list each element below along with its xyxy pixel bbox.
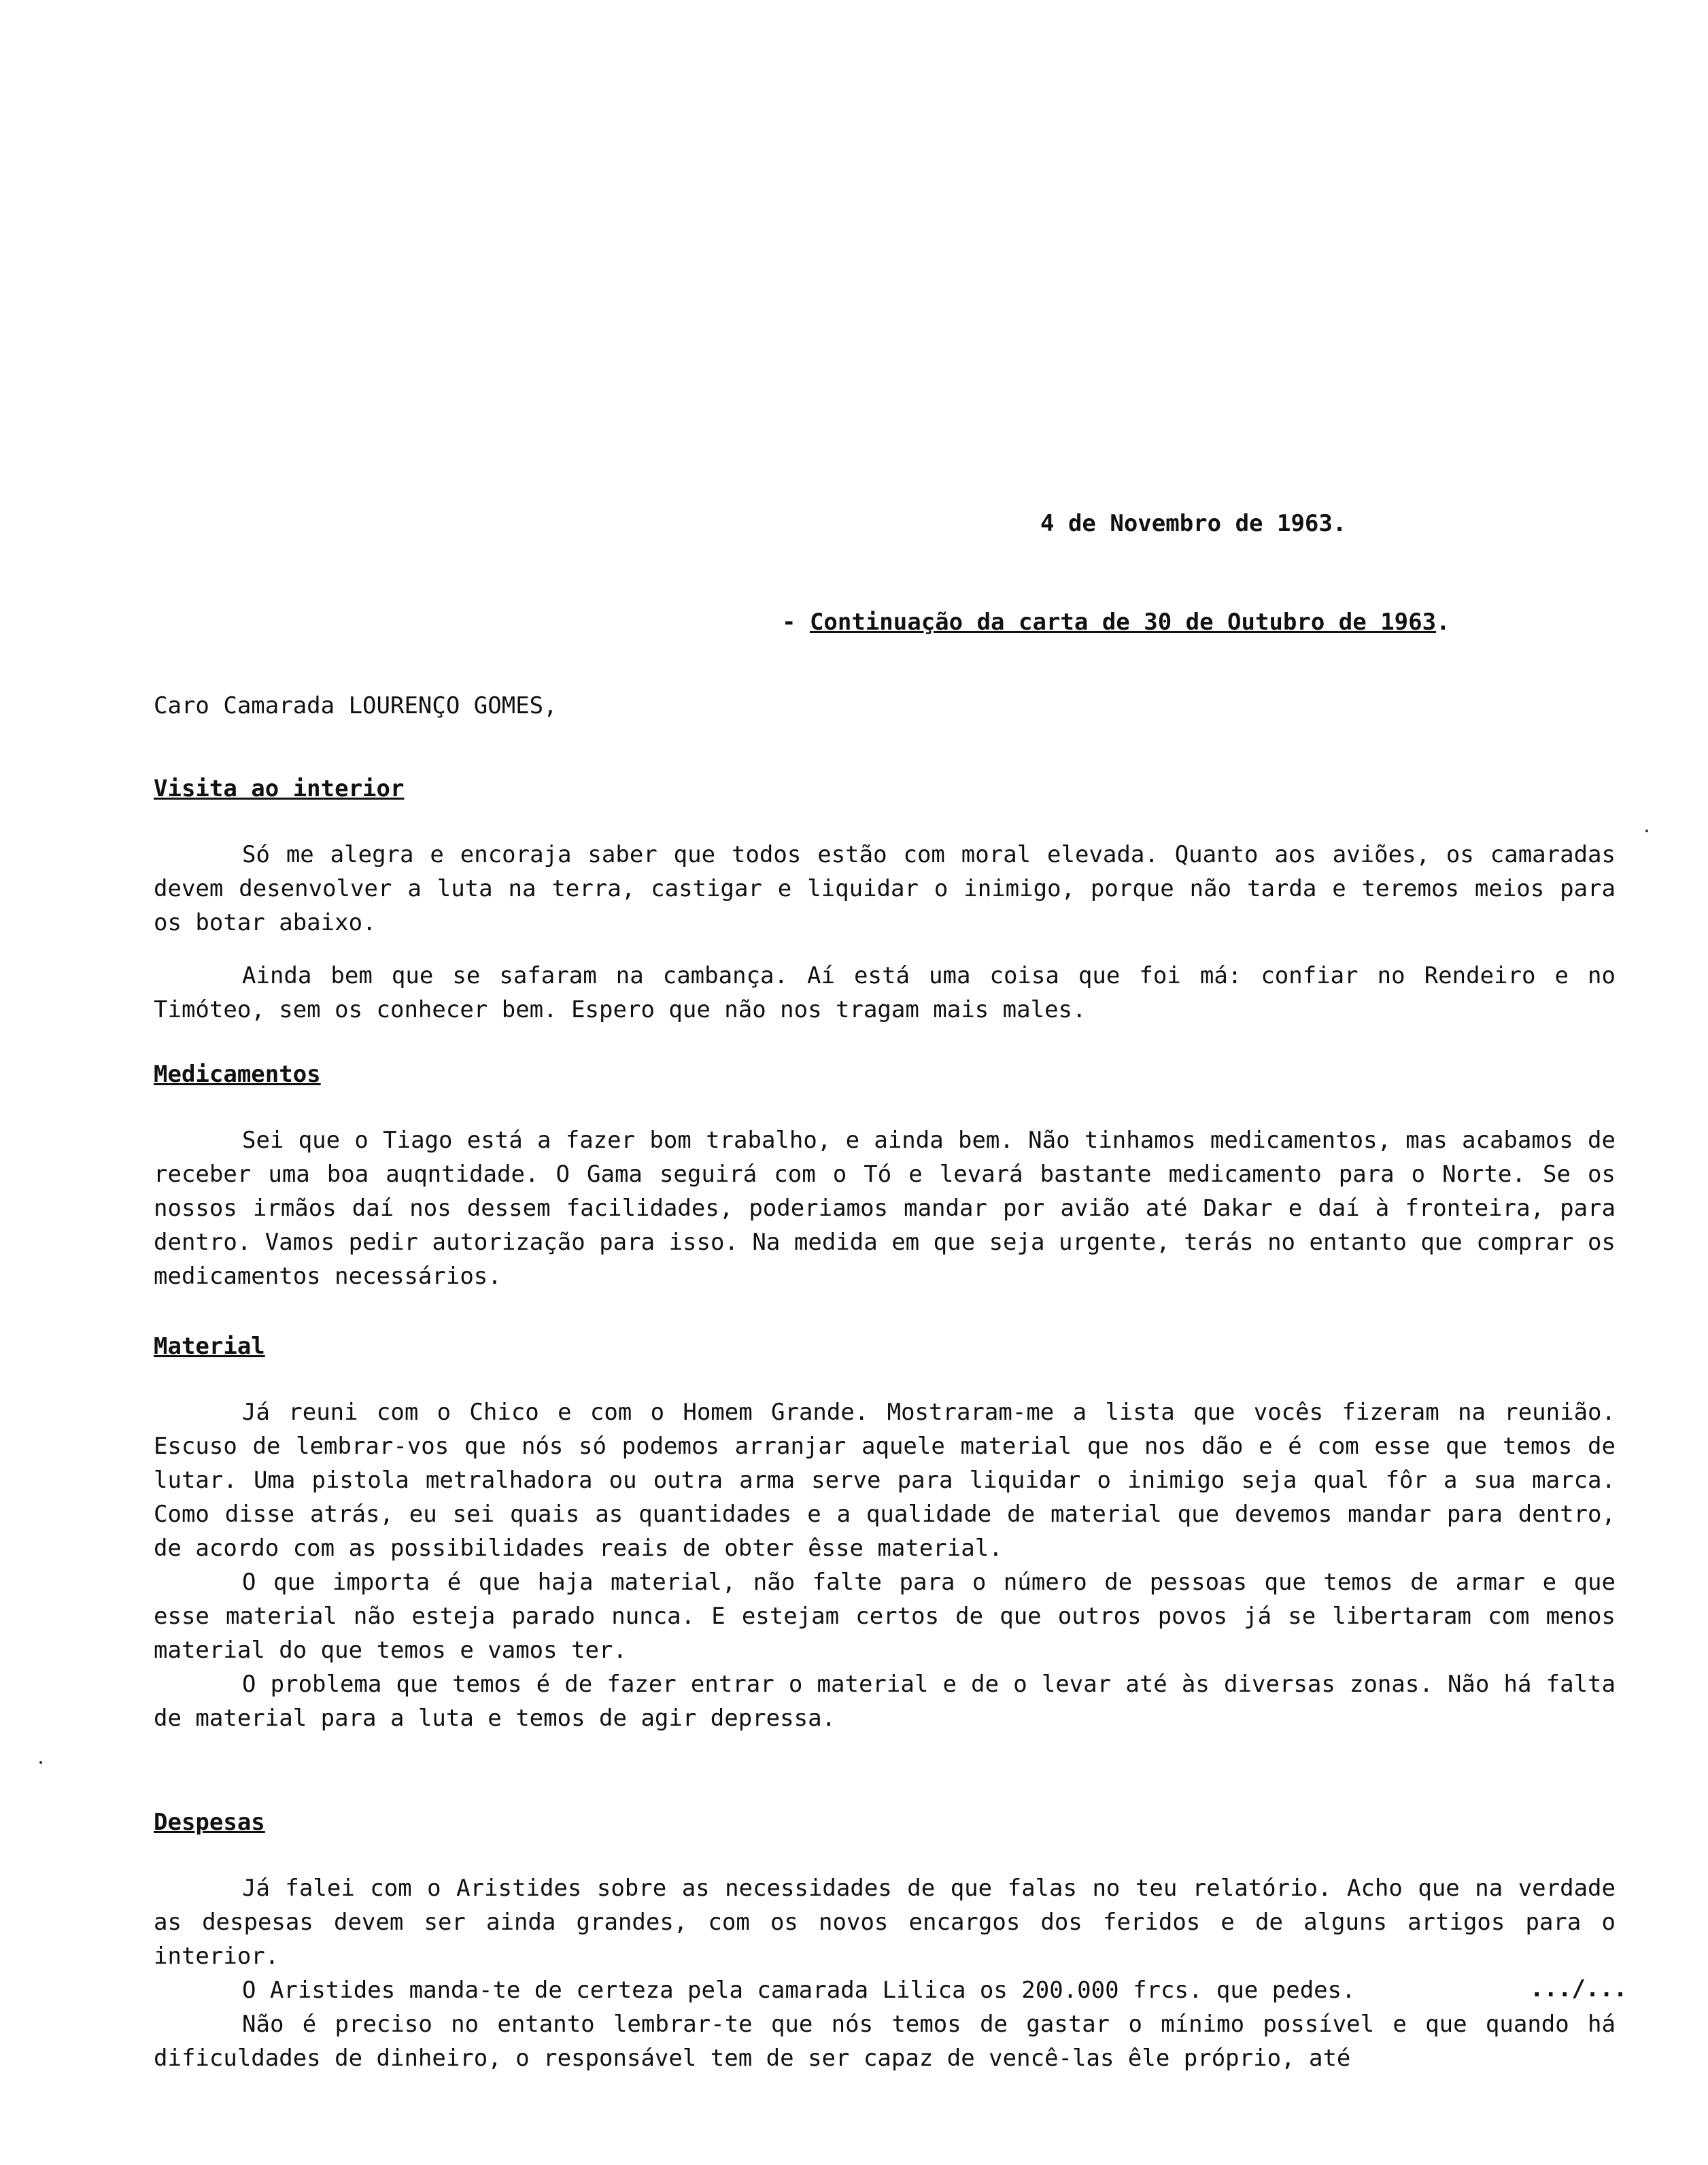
paragraph-material-3: O problema que temos é de fazer entrar o material e de o levar até às diversas zonas. Não há falta de material para a luta e temos de agir depressa. <box>154 1671 1616 1732</box>
continuation-period: . <box>1436 609 1450 636</box>
greeting: Caro Camarada LOURENÇO GOMES, <box>154 692 558 719</box>
section-heading-despesas: Despesas <box>154 1809 265 1836</box>
continuation-note <box>782 609 1450 636</box>
section-despesas <box>154 1809 1616 2075</box>
paragraph-medicamentos-1: Sei que o Tiago está a fazer bom trabalho, e ainda bem. Não tinhamos medicamentos, mas acabamos de receber uma boa auqntidade. O Gama seguirá com o Tó e levará bastante medicamento para o Norte. Se os nossos irmãos daí nos dessem facilidades, poderiamos mandar por avião até Dakar e daí à fronteira, para dentro. Vamos pedir autorização para isso. Na medida em que seja urgente, terás no entanto que comprar os medicamentos necessários. <box>154 1127 1616 1290</box>
paragraph-despesas-3: Não é preciso no entanto lembrar-te que nós temos de gastar o mínimo possível e que quando há dificuldades de dinheiro, o responsável tem de ser capaz de vencê-las êle próprio, até <box>154 2011 1616 2072</box>
section-heading-material: Material <box>154 1333 265 1360</box>
paragraph-visita-2: Ainda bem que se safaram na cambança. Aí está uma coisa que foi má: confiar no Rendeiro e no Timóteo, sem os conhecer bem. Espero que não nos tragam mais males. <box>154 962 1616 1023</box>
section-material <box>154 1333 1616 1735</box>
section-heading-visita: Visita ao interior <box>154 775 405 802</box>
continuation-text: Continuação da carta de 30 de Outubro de 1963 <box>809 609 1437 636</box>
continued-marker: .../... <box>1530 1975 1628 2002</box>
paragraph-material-1: Já reuni com o Chico e com o Homem Grande. Mostraram-me a lista que vocês fizeram na reunião. Escuso de lembrar-vos que nós só podemos arranjar aquele material que nos dão e é com esse que temos de lutar. Uma pistola metralhadora ou outra arma serve para liquidar o inimigo seja qual fôr a sua marca. Como disse atrás, eu sei quais as quantidades e a qualidade de material que devemos mandar para dentro, de acordo com as possibilidades reais de obter êsse material. <box>154 1399 1616 1562</box>
paragraph-despesas-2: O Aristides manda-te de certeza pela camarada Lilica os 200.000 frcs. que pedes. <box>242 1977 1356 2004</box>
paragraph-material-2: O que importa é que haja material, não falte para o número de pessoas que temos de armar e que esse material não esteja parado nunca. E estejam certos de que outros povos já se libertaram com menos material do que temos e vamos ter. <box>154 1569 1616 1664</box>
section-medicamentos <box>154 1061 1616 1293</box>
section-visita <box>154 775 1616 1027</box>
paragraph-visita-1: Só me alegra e encoraja saber que todos estão com moral elevada. Quanto aos aviões, os camaradas devem desenvolver a luta na terra, castigar e liquidar o inimigo, porque não tarda e teremos meios para os botar abaixo. <box>154 841 1616 936</box>
paragraph-despesas-1: Já falei com o Aristides sobre as necessidades de que falas no teu relatório. Acho que na verdade as despesas devem ser ainda grandes, com os novos encargos dos feridos e de alguns artigos para o interior. <box>154 1875 1616 1970</box>
scan-speck <box>39 1761 42 1764</box>
letter-date: 4 de Novembro de 1963. <box>1040 510 1347 537</box>
scan-speck <box>1645 830 1648 832</box>
continuation-dash: - <box>782 609 810 636</box>
section-heading-medicamentos: Medicamentos <box>154 1061 321 1088</box>
